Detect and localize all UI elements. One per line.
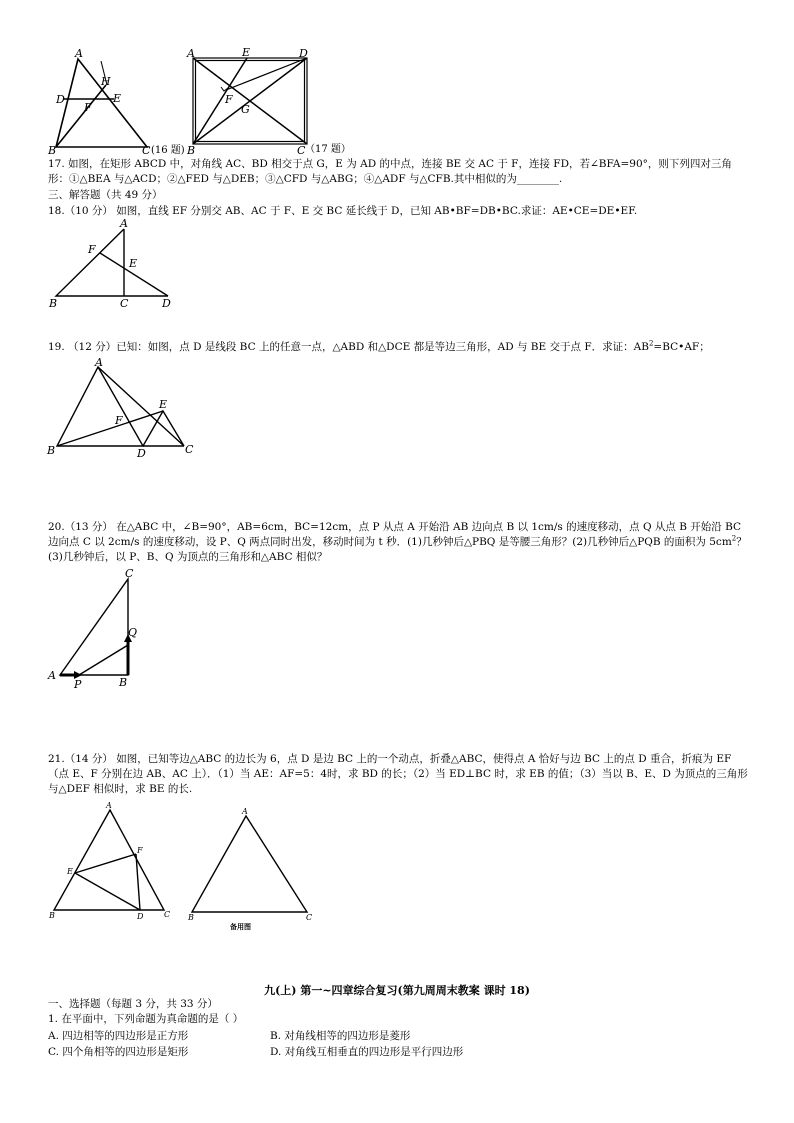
label-a: A — [75, 47, 83, 60]
caption-17: （17 题） — [305, 144, 351, 155]
question-20-tail: ？(3)几秒钟后，以 P、B、Q 为顶点的三角形和△ABC 相似？ — [48, 536, 747, 563]
question-21: 21.（14 分） 如图，已知等边△ABC 的边长为 6，点 D 是边 BC 上的一个动点，折叠△ABC，使得点 A 恰好与边 BC 上的点 D 重合，折痕为 EF（点 E、F 分别在边 AB、AC 上）．（1）当 AE：AF=5：4时，求 BD 的长；（2）当 ED⊥BC 时，求 EB 的值；（3）当以 B、E、D 为顶点的三角形与△DEF 相似时，求 BE 的长. — [48, 753, 748, 795]
segment-be — [193, 58, 247, 144]
figure-16-svg — [48, 47, 185, 158]
section-1-heading: 一、选择题（每题 3 分，共 33 分） — [48, 998, 218, 1010]
label-g: G — [241, 103, 250, 116]
segment-ed — [75, 873, 140, 910]
label-c: C — [297, 144, 306, 157]
label-q: Q — [128, 626, 138, 639]
label-d: D — [137, 447, 146, 460]
figure-21-spare — [188, 808, 323, 933]
option-b: B. 对角线相等的四边形是菱形 — [270, 1030, 411, 1042]
label-f: F — [225, 93, 233, 106]
label-c: C — [142, 144, 151, 157]
option-d: D. 对角线互相垂直的四边形是平行四边形 — [270, 1046, 464, 1058]
label-e: E — [113, 92, 122, 105]
label-p: P — [74, 678, 82, 691]
question-19 — [48, 340, 752, 355]
figure-21-main-svg — [46, 802, 181, 922]
label-a: A — [95, 356, 103, 369]
label-f: F — [88, 243, 96, 256]
label-b: B — [187, 144, 196, 157]
label-h: H — [101, 75, 111, 88]
label-e: E — [67, 867, 73, 876]
label-c: C — [185, 443, 194, 456]
spare-figure-caption: 备用图 — [230, 923, 251, 931]
label-a: A — [242, 807, 248, 816]
question-20-exponent: 2 — [731, 534, 737, 543]
label-e: E — [129, 257, 138, 270]
question-1: 1. 在平面中，下列命题为真命题的是（ ） — [48, 1013, 244, 1025]
label-e: E — [159, 398, 168, 411]
label-b: B — [49, 911, 55, 920]
segment-ac — [98, 367, 184, 446]
question-19-exponent: 2 — [648, 339, 654, 348]
label-a: A — [48, 669, 56, 682]
question-18: 18.（10 分） 如图，直线 EF 分别交 AB、AC 于 F、E 交 BC 延长线于 D，已知 AB•BF=DB•BC.求证：AE•CE=DE•EF. — [48, 205, 638, 217]
label-f: F — [115, 414, 123, 427]
figure-20-svg — [46, 566, 146, 694]
figure-18-svg — [48, 215, 178, 310]
option-a: A. 四边相等的四边形是正方形 — [48, 1030, 189, 1042]
label-a: A — [106, 801, 112, 810]
figure-21-spare-svg — [188, 808, 323, 933]
triangle-abc — [56, 59, 147, 147]
label-b: B — [188, 913, 194, 922]
label-b: B — [49, 297, 58, 310]
label-c: C — [306, 913, 313, 922]
figure-19-svg — [45, 356, 205, 460]
question-19-text: 19. （12 分）已知：如图，点 D 是线段 BC 上的任意一点，△ABD 和△DCE 都是等边三角形，AD 与 BE 交于点 F．求证：AB — [48, 341, 649, 353]
question-19-tail: =BC•AF； — [653, 341, 710, 353]
segment-fd — [226, 58, 307, 90]
label-e: E — [242, 46, 251, 59]
figure-20 — [46, 566, 146, 694]
label-c: C — [164, 910, 171, 919]
figure-18 — [48, 215, 178, 310]
label-c: C — [120, 297, 129, 310]
figure-17-svg — [185, 46, 365, 158]
question-20 — [48, 520, 752, 565]
label-f: F — [137, 846, 143, 855]
label-f: F — [84, 101, 92, 114]
triangle-abc — [192, 816, 307, 912]
label-d: D — [162, 297, 171, 310]
label-d: D — [299, 47, 308, 60]
triangle-abc — [60, 579, 128, 675]
figure-21-main — [46, 802, 181, 922]
segment-pq — [79, 645, 128, 675]
option-c: C. 四个角相等的四边形是矩形 — [48, 1046, 189, 1058]
label-a: A — [120, 217, 128, 230]
triangle-abc — [54, 810, 164, 910]
figure-19 — [45, 356, 205, 460]
caption-16: (16 题) — [151, 145, 185, 156]
question-20-text: 20.（13 分） 在△ABC 中，∠B=90°，AB=6cm，BC=12cm，点 P 从点 A 开始沿 AB 边向点 B 以 1cm/s 的速度移动，点 Q 从点 B 开始沿 BC 边向点 C 以 2cm/s 的速度移动，设 P、Q 两点同时出发，移动时间为 t 秒．(1)几秒钟后△PBQ 是等腰三角形？(2)几秒钟后△PQB 的面积为 5cm — [48, 521, 742, 548]
label-a: A — [187, 47, 195, 60]
figure-16 — [48, 47, 185, 158]
label-d: D — [137, 912, 144, 921]
figure-17 — [185, 46, 365, 158]
triangle-abd — [57, 367, 143, 446]
question-17: 17. 如图，在矩形 ABCD 中，对角线 AC、BD 相交于点 G，E 为 AD 的中点，连接 BE 交 AC 于 F，连接 FD，若∠BFA=90°，则下列四对三角形：①△BEA 与△ACD；②△FED 与△DEB；③△CFD 与△ABG；④△ADF 与△CFB.其中相似的为________. — [48, 158, 732, 185]
label-c: C — [125, 567, 134, 580]
section-3-heading: 三、解答题（共 49 分） — [48, 189, 163, 201]
label-b: B — [47, 444, 56, 457]
lesson-title: 九(上) 第一~四章综合复习(第九周周末教案 课时 18) — [264, 984, 530, 997]
label-d: D — [56, 93, 65, 106]
label-b: B — [48, 144, 57, 157]
label-b: B — [119, 676, 128, 689]
